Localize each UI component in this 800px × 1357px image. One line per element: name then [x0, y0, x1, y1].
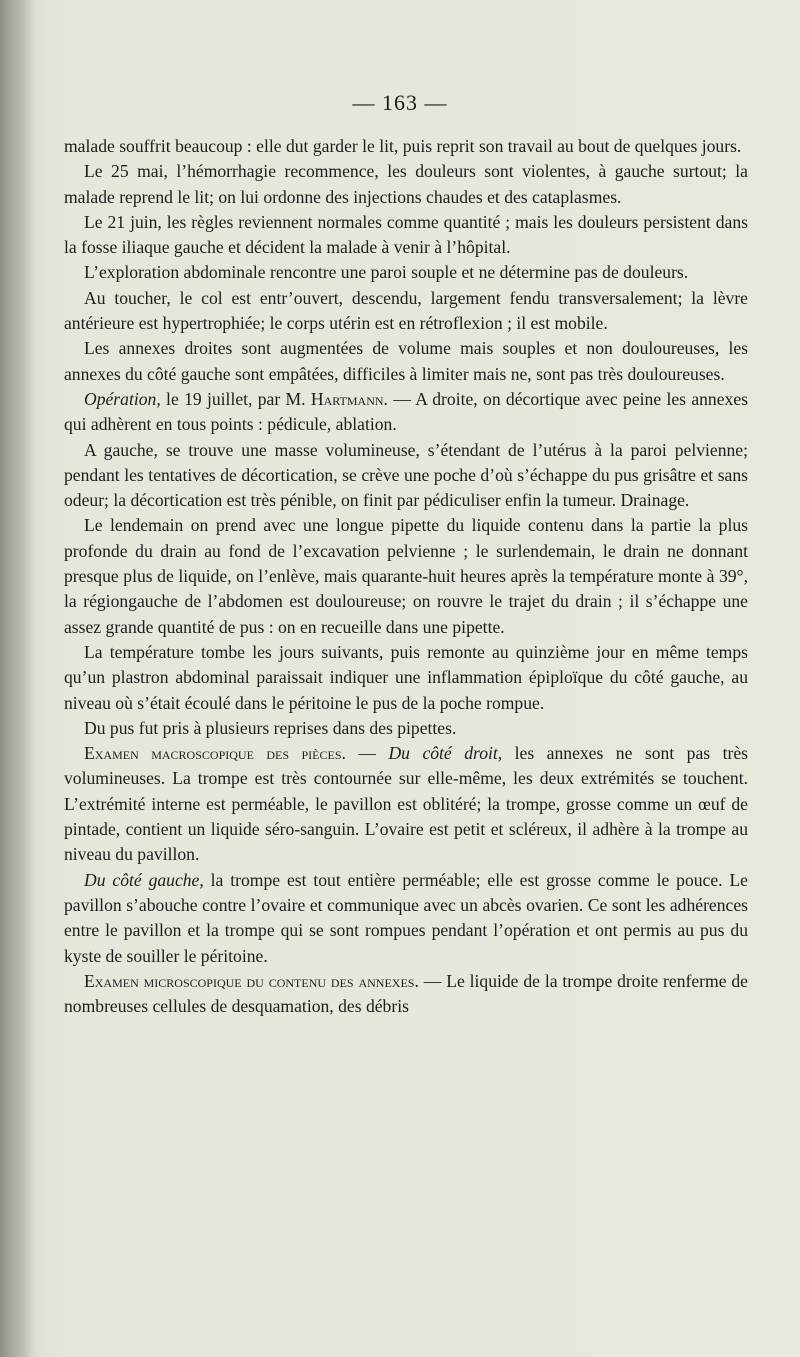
paragraph	[64, 286, 748, 337]
paragraph	[64, 210, 748, 261]
paragraph	[64, 438, 748, 514]
italic-phrase: Du côté droit,	[388, 743, 503, 764]
paragraph-text: la trompe est tout entière perméable; elle est grosse comme le pouce. Le pavillon s’abouche contre l’ovaire et communique avec un abcès ovarien. Ce sont les adhérences entre le pavillon et la trompe qui se sont rompues pendant l’opération et ont permis au pus du kyste de souiller le péritoine.	[64, 869, 748, 966]
paragraph	[64, 260, 748, 285]
paragraph	[64, 336, 748, 387]
paragraph	[64, 716, 748, 741]
paragraph-text: Du pus fut pris à plusieurs reprises dans des pipettes.	[84, 717, 457, 738]
paragraph	[64, 159, 748, 210]
paragraph	[64, 513, 748, 639]
paragraph-text: Le 25 mai, l’hémorrhagie recommence, les douleurs sont violentes, à gauche surtout; la malade reprend le lit; on lui ordonne des injections chaudes et des cataplasmes.	[64, 161, 748, 207]
paragraph-text: le 19 juillet, par M.	[160, 388, 311, 409]
paragraph-text: Les annexes droites sont augmentées de volume mais souples et non douloureuses, les annexes du côté gauche sont empâtées, difficiles à limiter mais ne, sont pas très douloureuses.	[64, 338, 748, 384]
section-heading: Examen microscopique du contenu des annexes.	[84, 970, 419, 991]
italic-lead: Opération,	[84, 388, 161, 409]
paragraph-operation	[64, 387, 748, 438]
surgeon-name: Hartmann.	[310, 388, 388, 409]
body-text	[64, 134, 748, 1019]
paragraph	[64, 640, 748, 716]
paragraph-text: malade souffrit beaucoup : elle dut garder le lit, puis reprit son travail au bout de quelques jours.	[64, 136, 742, 156]
paragraph-text: —	[345, 743, 389, 764]
section-macroscopic	[64, 741, 748, 867]
paragraph	[64, 868, 748, 969]
paragraph-text: L’exploration abdominale rencontre une paroi souple et ne détermine pas de douleurs.	[84, 262, 689, 283]
page-number: — 163 —	[352, 90, 448, 115]
paragraph-text: Le 21 juin, les règles reviennent normales comme quantité ; mais les douleurs persistent dans la fosse iliaque gauche et décident la malade à venir à l’hôpital.	[64, 211, 748, 258]
paragraph-text: — Le liquide de la trompe droite renferme de nombreuses cellules de desquamation, des débris	[64, 970, 748, 1017]
paragraph-text: les annexes ne sont pas très volumineuses. La trompe est très contournée sur elle-même, les deux extrémités se touchent. L’extrémité interne est perméable, le pavillon est oblitéré; la trompe, grosse comme un œuf de pintade, contient un liquide séro-sanguin. L’ovaire est petit et scléreux, il adhère à la trompe au niveau du pavillon.	[64, 743, 749, 865]
section-heading: Examen macroscopique des pièces.	[84, 743, 346, 764]
paragraph-text: — A droite, on décortique avec peine les annexes qui adhèrent en tous points : pédicule, ablation.	[64, 388, 748, 435]
paragraph-text: A gauche, se trouve une masse volumineuse, s’étendant de l’utérus à la paroi pelvienne; pendant les tentatives de décortication, se crève une poche d’où s’échappe du pus grisâtre et sans odeur; la décortication est très pénible, on finit par pédiculiser enfin la tumeur. Drainage.	[64, 439, 748, 511]
italic-lead: Du côté gauche,	[84, 869, 204, 890]
paragraph-text: Au toucher, le col est entr’ouvert, descendu, largement fendu transversalement; la lèvre antérieure est hypertrophiée; le corps utérin est en rétroflexion ; il est mobile.	[64, 287, 748, 334]
paragraph-text: La température tombe les jours suivants, puis remonte au quinzième jour en même temps qu’un plastron abdominal paraissait indiquer une inflammation épiploïque du côté gauche, au niveau où s’était écoulé dans le péritoine le pus de la poche rompue.	[64, 641, 748, 713]
paragraph-text: Le lendemain on prend avec une longue pipette du liquide contenu dans la partie la plus profonde du drain au fond de l’excavation pelvienne ; le surlendemain, le drain ne donnant presque plus de liquide, on l’enlève, mais quarante-huit heures après la température monte à 39°, la régiongauche de l’abdomen est douloureuse; on rouvre le trajet du drain ; il s’échappe une assez grande quantité de pus : on en recueille dans une pipette.	[64, 515, 748, 637]
paragraph-continuation	[64, 134, 748, 159]
binding-shadow	[0, 0, 34, 1357]
section-microscopic	[64, 969, 748, 1020]
